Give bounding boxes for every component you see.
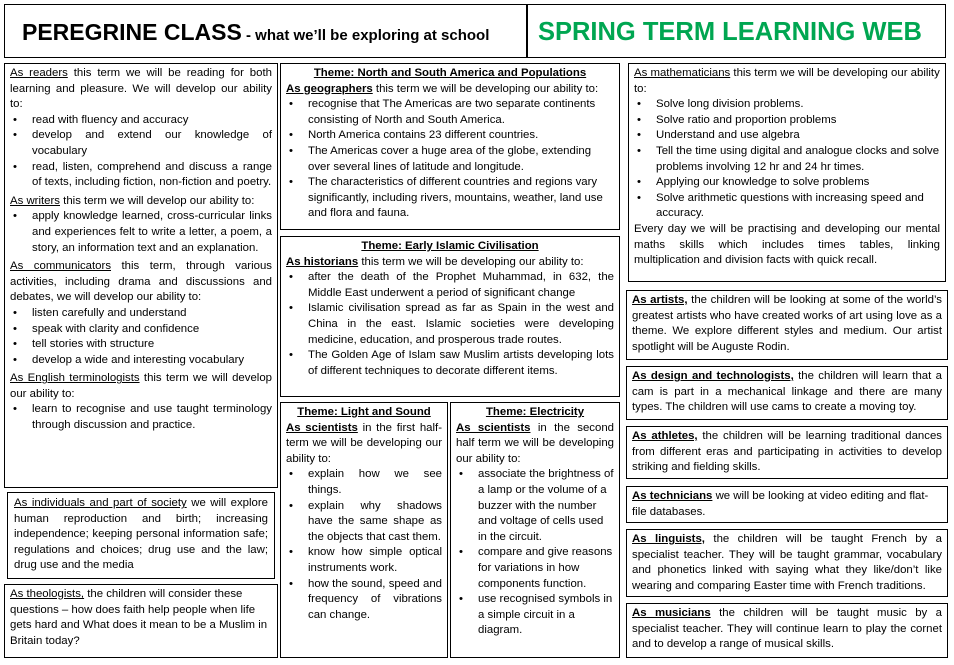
design-box: As design and technologists, the children will learn that a cam is part in a mechanical linkage and there are many types. The children will use cams to create a moving toy.: [626, 366, 948, 420]
electricity-intro: As scientists in the second half term we will be developing our ability to:: [456, 421, 614, 465]
geography-theme: Theme: North and South America and Populations: [313, 67, 587, 79]
list-item: • associate the brightness of a lamp or the volume of a buzzer with the number and voltage of cells used in the circuit.: [456, 467, 614, 545]
list-item: • Tell the time using digital and analogue clocks and solve problems involving 12 hr and 24 hr times.: [634, 144, 940, 175]
geography-box: [280, 63, 620, 230]
list-item: • read with fluency and accuracy: [10, 113, 272, 129]
list-item: • use recognised symbols in a simple circuit in a diagram.: [456, 592, 614, 639]
maths-list: [634, 97, 940, 222]
list-item: • recognise that The Americas are two separate continents consisting of North and South America.: [286, 97, 614, 128]
communicators-intro: As communicators this term, through various activities, including drama and discussions and debates, we will develop our ability to:: [10, 260, 272, 304]
class-title-box: [4, 4, 527, 58]
list-item: • read, listen, comprehend and discuss a range of texts, including fiction, non-fiction and poetry.: [10, 160, 272, 191]
list-item: • Solve arithmetic questions with increasing speed and accuracy.: [634, 191, 940, 222]
history-theme: Theme: Early Islamic Civilisation: [361, 240, 539, 252]
writers-intro: As writers this term we will develop our ability to:: [10, 194, 255, 207]
list-item: • after the death of the Prophet Muhammad, in 632, the Middle East underwent a period of significant change: [286, 270, 614, 301]
list-item: • North America contains 23 different countries.: [286, 128, 614, 144]
light-sound-intro: As scientists in the first half-term we will be developing our ability to:: [286, 421, 442, 465]
list-item: • learn to recognise and use taught terminology through discussion and practice.: [10, 402, 272, 433]
list-item: • speak with clarity and confidence: [10, 322, 272, 338]
list-item: • tell stories with structure: [10, 337, 272, 353]
english-box: [4, 63, 278, 488]
light-sound-box: [280, 402, 448, 658]
geography-list: [286, 97, 614, 222]
technicians-box: As technicians we will be looking at video editing and flat-file databases.: [626, 486, 948, 523]
terminologists-intro: As English terminologists this term we will develop our ability to:: [10, 372, 272, 400]
list-item: • develop a wide and interesting vocabulary: [10, 353, 272, 369]
readers-intro: As readers this term we will be reading for both learning and pleasure. We will develop our ability to:: [10, 67, 272, 111]
history-box: [280, 236, 620, 397]
individuals-box: As individuals and part of society we will explore human reproduction and birth; increasing independence; keeping personal information safe; regulations and choices; drug use and the law; drug use and the media: [7, 492, 275, 579]
maths-footer: Every day we will be practising and developing our mental maths skills which includes times tables, linking multiplication and division facts with quick recall.: [634, 222, 940, 267]
history-list: [286, 270, 614, 379]
list-item: • how the sound, speed and frequency of vibrations can change.: [286, 577, 442, 624]
web-title: SPRING TERM LEARNING WEB: [538, 18, 922, 46]
list-item: • listen carefully and understand: [10, 306, 272, 322]
list-item: • explain why shadows have the same shape as the objects that cast them.: [286, 499, 442, 546]
light-sound-theme: Theme: Light and Sound: [297, 406, 431, 418]
musicians-box: As musicians the children will be taught music by a specialist teacher. They will continue learn to play the cornet and to develop a range of musical skills.: [626, 603, 948, 658]
light-sound-list: [286, 467, 442, 623]
maths-intro: As mathematicians this term we will be developing our ability to:: [634, 67, 940, 95]
artists-box: As artists, the children will be looking at some of the world’s greatest artists who have created works of art using love as a theme. We explore different styles and medium. Our artist spotlight will be Auguste Rodin.: [626, 290, 948, 360]
geography-intro: As geographers this term we will be developing our ability to:: [286, 82, 599, 95]
list-item: • Solve ratio and proportion problems: [634, 113, 940, 129]
list-item: • compare and give reasons for variations in how components function.: [456, 545, 614, 592]
list-item: • apply knowledge learned, cross-curricular links and experiences felt to write a letter, a poem, a story, an information text and an explanation.: [10, 209, 272, 256]
list-item: • Solve long division problems.: [634, 97, 940, 113]
linguists-box: As linguists, the children will be taught French by a specialist teacher. They will be taught grammar, vocabulary and phonetics linked with saying what they like/don’t like wearing and comparing Easter time with French traditions.: [626, 529, 948, 597]
list-item: • The characteristics of different countries and regions vary significantly, including rivers, mountains, weather, land use and flora and fauna.: [286, 175, 614, 222]
athletes-box: As athletes, the children will be learning traditional dances from different eras and participating in activities to develop striking and fielding skills.: [626, 426, 948, 479]
communicators-list: [10, 306, 272, 368]
terminologists-list: [10, 402, 272, 433]
writers-list: [10, 209, 272, 256]
web-title-box: [527, 4, 946, 58]
list-item: • know how simple optical instruments work.: [286, 545, 442, 576]
maths-box: [628, 63, 946, 282]
history-intro: As historians this term we will be developing our ability to:: [286, 255, 584, 268]
list-item: • The Americas cover a huge area of the globe, extending over several lines of latitude and longitude.: [286, 144, 614, 175]
electricity-list: [456, 467, 614, 639]
list-item: • develop and extend our knowledge of vocabulary: [10, 128, 272, 159]
list-item: • Islamic civilisation spread as far as Spain in the west and China in the east. Islamic societies were developing medicine, education, and prosperous trade routes.: [286, 301, 614, 348]
readers-list: [10, 113, 272, 191]
list-item: • explain how we see things.: [286, 467, 442, 498]
page-title: PEREGRINE CLASS - what we’ll be exploring at school: [22, 19, 490, 45]
theologists-box: As theologists, the children will consider these questions – how does faith help people when life gets hard and What does it mean to be a Muslim in Britain today?: [4, 584, 278, 658]
list-item: • Understand and use algebra: [634, 128, 940, 144]
electricity-box: [450, 402, 620, 658]
list-item: • The Golden Age of Islam saw Muslim artists developing lots of different techniques to decorate different items.: [286, 348, 614, 379]
electricity-theme: Theme: Electricity: [485, 406, 585, 418]
list-item: • Applying our knowledge to solve problems: [634, 175, 940, 191]
